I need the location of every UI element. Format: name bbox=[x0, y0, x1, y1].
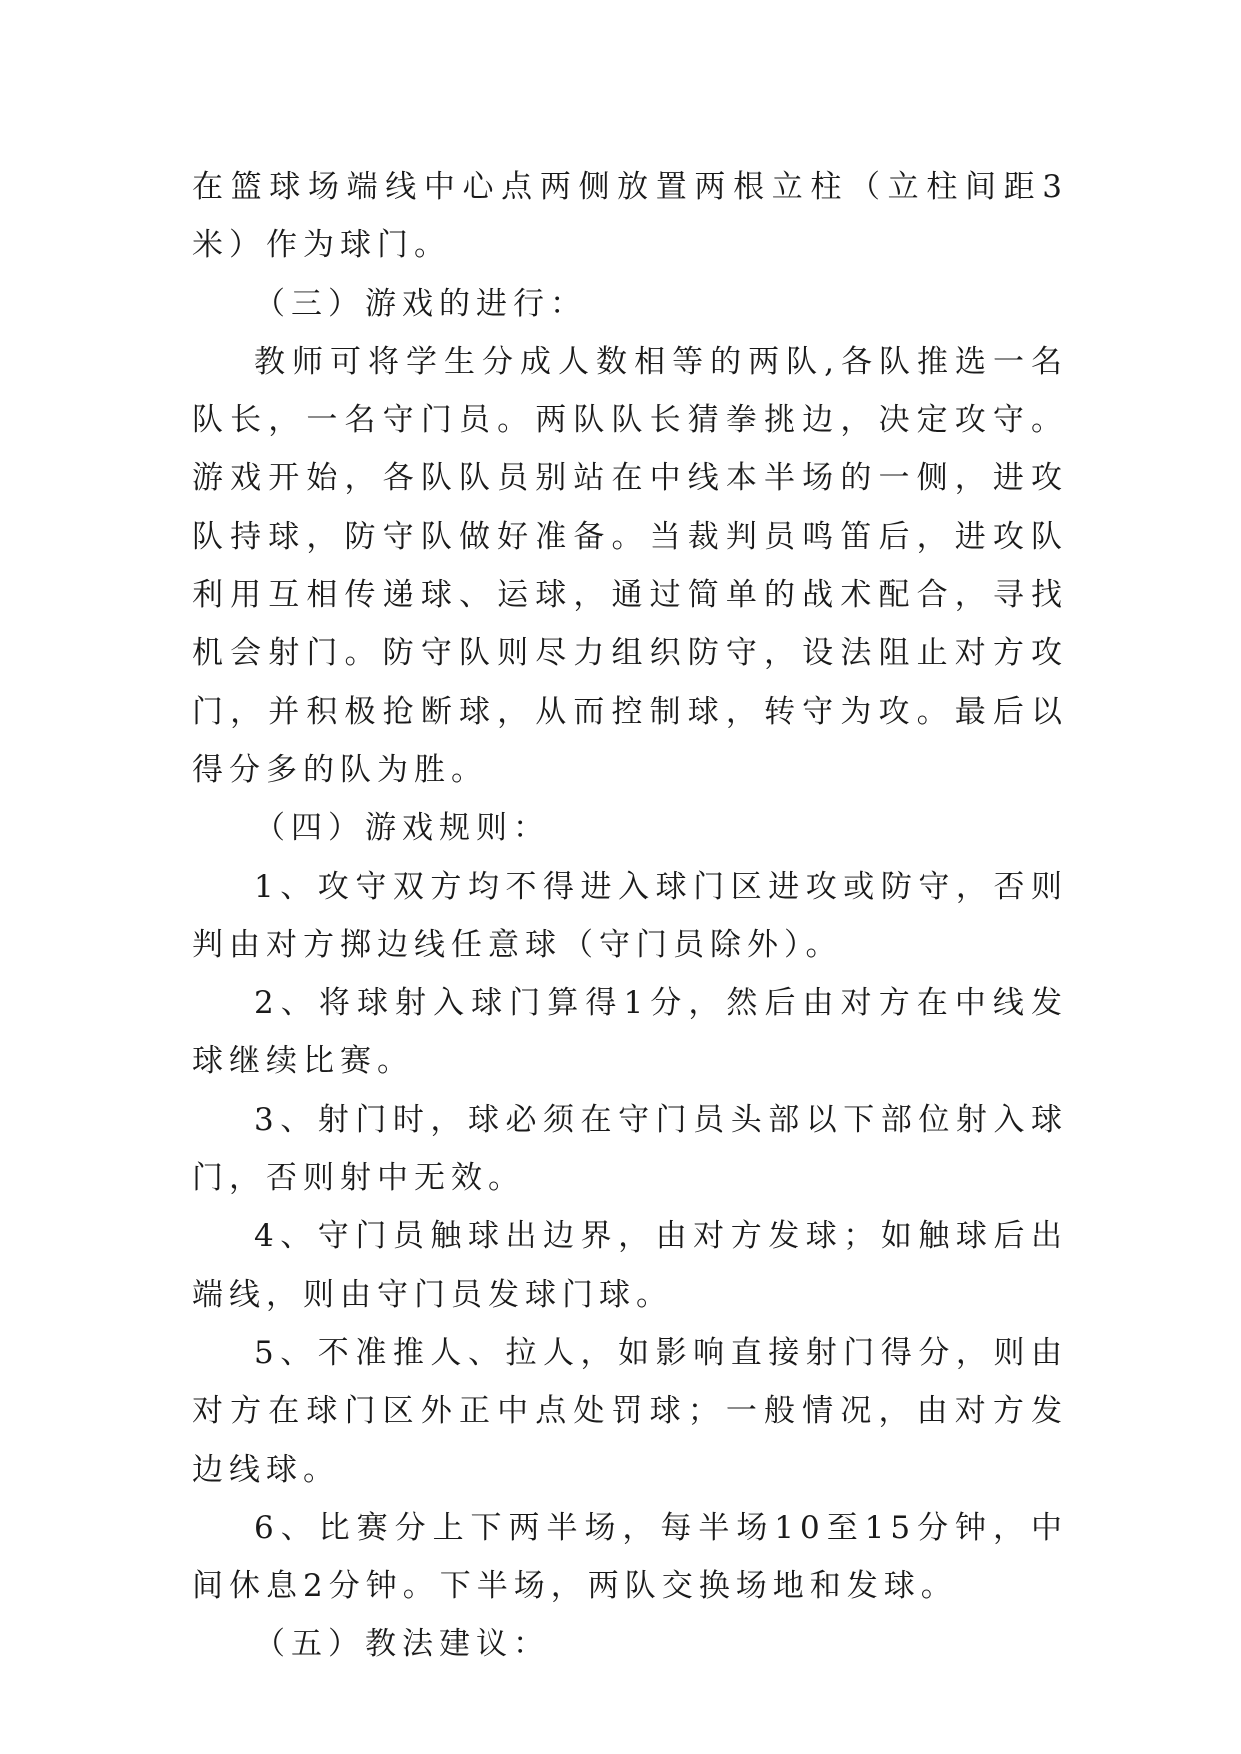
rule-6: 6、比赛分上下两半场，每半场10至15分钟，中间休息2分钟。下半场，两队交换场地和发球。 bbox=[192, 1509, 1068, 1605]
section-3-body: 教师可将学生分成人数相等的两队,各队推选一名队长，一名守门员。两队队长猜拳挑边，决定攻守。游戏开始，各队队员别站在中线本半场的一侧，进攻队持球，防守队做好准备。当裁判员鸣笛后，进攻队利用互相传递球、运球，通过简单的战术配合，寻找机会射门。防守队则尽力组织防守，设法阻止对方攻门，并积极抢断球，从而控制球，转守为攻。最后以得分多的队为胜。 bbox=[192, 343, 1068, 788]
rule-5: 5、不准推人、拉人，如影响直接射门得分，则由对方在球门区外正中点处罚球；一般情况，由对方发边线球。 bbox=[192, 1334, 1068, 1488]
document-body bbox=[192, 158, 1068, 1674]
section-4-heading: （四）游戏规则： bbox=[254, 810, 550, 847]
rule-4: 4、守门员触球出边界，由对方发球；如触球后出端线，则由守门员发球门球。 bbox=[192, 1218, 1068, 1313]
section-3-heading: （三）游戏的进行： bbox=[254, 285, 587, 322]
rule-2: 2、将球射入球门算得1分，然后由对方在中线发球继续比赛。 bbox=[192, 985, 1068, 1080]
intro-paragraph: 在篮球场端线中心点两侧放置两根立柱（立柱间距3米）作为球门。 bbox=[192, 169, 1068, 264]
section-5-heading: （五）教法建议： bbox=[254, 1626, 550, 1663]
rule-1: 1、攻守双方均不得进入球门区进攻或防守，否则判由对方掷边线任意球（守门员除外）。 bbox=[192, 868, 1068, 963]
rule-3: 3、射门时，球必须在守门员头部以下部位射入球门，否则射中无效。 bbox=[192, 1101, 1068, 1197]
